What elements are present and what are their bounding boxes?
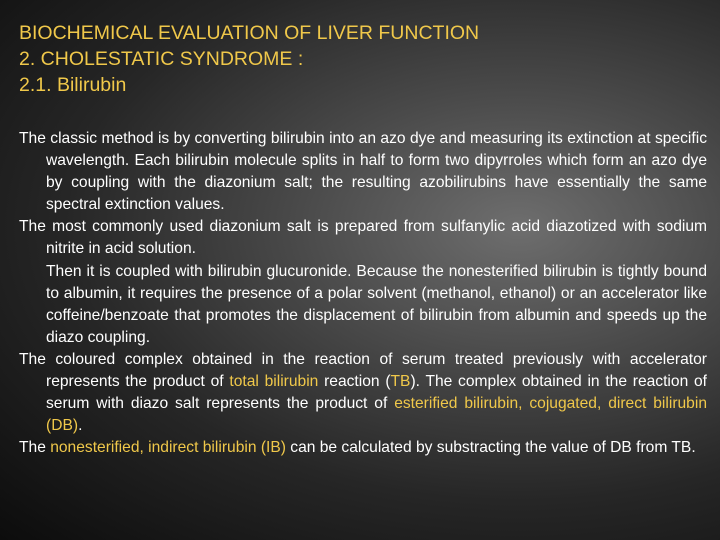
highlight-tb: TB — [390, 373, 411, 391]
paragraph-classic-method: The classic method is by converting bilirubin into an azo dye and measuring its extinction at specific wavelength. Each bilirubin molecule splits in half to form two dipyrroles which form an azo dye by coupling with the diazonium salt; the resulting azobilirubins have essentially the same spectral extinction values. — [19, 130, 707, 214]
text-segment: . — [78, 417, 83, 435]
text-segment: The — [19, 439, 51, 457]
text-segment: ). The complex obtained in the reaction of serum with diazo salt represents the product of — [46, 373, 707, 413]
text-segment: can be calculated by substracting the value of DB from TB. — [285, 439, 696, 457]
text-segment: reaction ( — [318, 373, 391, 391]
paragraph-coloured-complex — [19, 349, 707, 437]
text-segment: The coloured complex obtained in the reaction of serum treated previously with accelerator represents the product of — [19, 350, 707, 391]
slide-title — [19, 20, 709, 98]
highlight-total-bilirubin: total bilirubin — [229, 373, 319, 391]
paragraph-coupling: Then it is coupled with bilirubin glucuronide. Because the nonesterified bilirubin is tightly bound to albumin, it requires the presence of a polar solvent (methanol, ethanol) or an accelerator like coffeine/benzoate that promotes the displacement of bilirubin from albumin and speeds up the diazo coupling. — [46, 262, 707, 346]
slide-body — [19, 128, 707, 459]
title-line-3: 2.1. Bilirubin — [19, 74, 127, 96]
title-line-2: 2. CHOLESTATIC SYNDROME : — [19, 48, 304, 70]
title-line-1: BIOCHEMICAL EVALUATION OF LIVER FUNCTION — [19, 22, 480, 44]
paragraph-indirect-bilirubin — [19, 437, 707, 459]
paragraph-diazonium-salt: The most commonly used diazonium salt is prepared from sulfanylic acid diazotized with sodium nitrite in acid solution. — [19, 218, 707, 258]
highlight-indirect-bilirubin: nonesterified, indirect bilirubin (IB) — [50, 439, 286, 457]
highlight-direct-bilirubin: esterified bilirubin, cojugated, direct bilirubin (DB) — [46, 395, 707, 435]
